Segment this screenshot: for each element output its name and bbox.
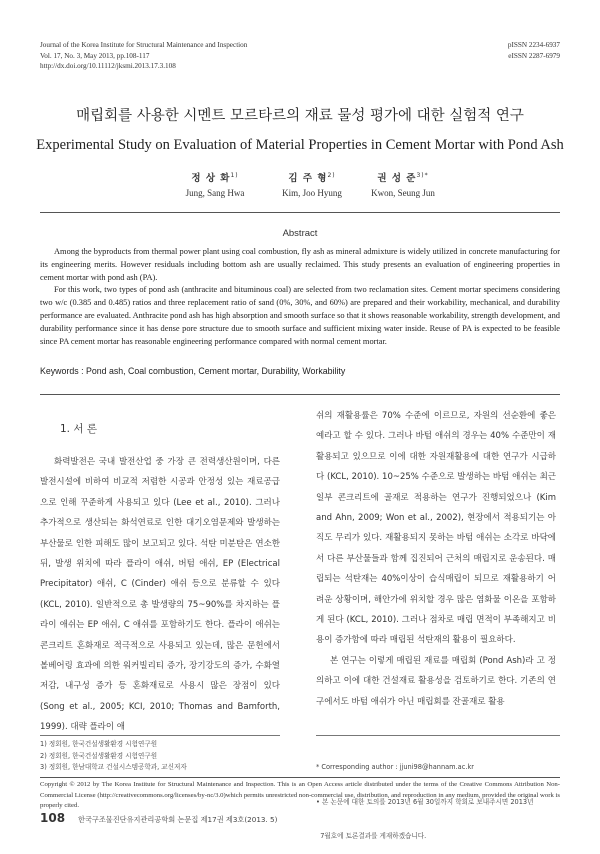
copyright-notice: Copyright © 2012 by The Korea Institute for Structural Maintenance and Inspection. This is an Open Access article distributed under the terms of the Creative Commons Attribution Non-Commercial License (http://creativecommons.org/licenses/by-nc/3.0)which permits unrestricted non-commercial use, distribution, and reproduction in any medium, provided the original work is properly cited. <box>40 781 560 809</box>
author-2-korean: 김 주 형 <box>288 173 328 184</box>
doi-link[interactable]: http://dx.doi.org/10.11112/jksmi.2013.17.3.108 <box>40 62 176 70</box>
keywords: Keywords : Pond ash, Coal combustion, Cement mortar, Durability, Workability <box>40 366 346 376</box>
footnote-rule-right <box>316 735 560 736</box>
abstract-body <box>40 246 560 348</box>
author-3-english: Kwon, Seung Jun <box>371 188 435 198</box>
footnote-rule-left <box>40 735 280 736</box>
journal-header-right <box>508 40 560 61</box>
body-left-column <box>40 452 280 738</box>
author-1-affil: 1) <box>230 171 239 179</box>
discussion-note-2: 7월호에 토론결과를 게재하겠습니다. <box>316 832 427 840</box>
footnote-1: 1) 정회원, 한국건설생활환경 시험연구원 <box>40 740 158 748</box>
author-3 <box>343 170 463 198</box>
abstract-bottom-rule <box>40 394 560 395</box>
author-2-english: Kim, Joo Hyung <box>282 188 342 198</box>
author-3-affil: 3)* <box>416 171 429 179</box>
journal-name: Journal of the Korea Institute for Structural Maintenance and Inspection <box>40 41 248 49</box>
corresponding-author: * Corresponding author : jjuni98@hannam.ac.kr <box>316 763 474 771</box>
author-1-english: Jung, Sang Hwa <box>185 188 245 198</box>
title-english: Experimental Study on Evaluation of Material Properties in Cement Mortar with Pond Ash <box>36 137 564 153</box>
abstract-heading: Abstract <box>282 228 318 239</box>
left-paragraph-1: 화력발전은 국내 발전산업 중 가장 큰 전력생산원이며, 다른 발전시설에 비하여 비교적 저렴한 시공과 안정성 있는 재료공급으로 인해 꾸준하게 사용되고 있다 (Lee et al., 2010). 그러나 추가적으로 생산되는 화석연료로 인한 대기오염문제와 발생하는 부산물로 인한 피해도 많이 보고되고 있다. 석탄 미분탄은 연소한 뒤, 발생 위치에 따라 플라이 애쉬, 버텀 애쉬, EP (Electrical Precipitator) 애쉬, C (Cinder) 애쉬 등으로 분류할 수 있다 (KCL, 2010). 일반적으로 총 발생량의 75~90%를 차지하는 플라이 애쉬는 EP 애쉬, C 애쉬를 포함하기도 한다. 플라이 애쉬는 콘크리트 혼화재로 적극적으로 사용되고 있는데, 많은 문헌에서 볼베어링 효과에 의한 워커빌리티 증가, 장기강도의 증가, 수화열 저감, 내구성 증가 등 혼화재료로 사용시 많은 장점이 있다 (Song et al., 2005; KCI, 2010; Thomas and Bamforth, 1999). 대략 플라이 애 <box>40 457 280 733</box>
abstract-top-rule <box>40 212 560 213</box>
footnote-3: 3) 정회원, 한남대학교 건설시스템공학과, 교신저자 <box>40 763 187 771</box>
author-3-korean: 권 성 준 <box>377 173 417 184</box>
footnotes-left <box>40 739 187 774</box>
copyright-rule <box>40 777 560 778</box>
footnote-2: 2) 정회원, 한국건설생활환경 시험연구원 <box>40 751 158 760</box>
journal-volume: Vol. 17, No. 3, May 2013, pp.108-117 <box>40 51 150 60</box>
journal-footer: 한국구조물진단유지관리공학회 논문집 제17권 제3호(2013. 5) <box>78 815 278 824</box>
journal-header-left <box>40 40 247 72</box>
author-2-affil: 2) <box>327 171 336 179</box>
body-right-column <box>316 406 556 712</box>
author-1-korean: 정 상 화 <box>191 173 231 184</box>
title-korean: 매립회를 사용한 시멘트 모르타르의 재료 물성 평가에 대한 실험적 연구 <box>76 108 524 124</box>
right-paragraph-1: 쉬의 재활용률은 70% 수준에 이르므로, 자원의 선순환에 좋은 예라고 할 수 있다. 그러나 바텀 애쉬의 경우는 40% 수준만이 재활용되고 있으므로 이에 대한 자원재활용에 대한 연구가 시급하다 (KCL, 2010). 10~25% 수준으로 발생하는 바텀 애쉬는 최근 일부 콘크리트에 골재로 적용하는 연구가 진행되었으나 (Kim and Ahn, 2009; Won et al., 2002), 현장에서 적용되기는 아직도 무리가 있다. 재활용되지 못하는 바텀 애쉬는 소각로 바닥에서 다른 부산물들과 함께 집진되어 근처의 매립지로 운송된다. 매립되는 석탄재는 40%이상이 습식매립이 되므로 재활용하기 어려운 상황이며, 해안가에 위치할 경우 많은 염화물 이온을 포함하게 된다 (KCL, 2010). 그러나 점차로 매립 면적이 부족해지고 비용이 증가함에 따라 매립된 석탄재의 활용이 필요하다. <box>316 411 556 646</box>
right-paragraph-2: 본 연구는 이렇게 매립된 재료를 매립회 (Pond Ash)라 고 정의하고 이에 대한 건설재료 활용성을 검토하기로 한다. 기존의 연구에서도 바텀 애쉬가 아닌 매립회를 잔골재로 활용 <box>316 655 556 707</box>
section-1-title: 1. 서 론 <box>60 423 97 435</box>
abstract-paragraph-2: For this work, two types of pond ash (anthracite and bituminous coal) are selected from two reclamation sites. Cement mortar specimens considering two w/c (0.385 and 0.485) ratios and three replacement ratio of sand (0%, 30%, and 60%) are prepared and their workability, mechanical, and durability performance are evaluated. Anthracite pond ash has high absorption and smooth surface so that it shows reasonable workability, strength development, and durability performance since it has dense pore structure due to smooth surface and sufficient mixing water inside. Reuse of PA is expected to be feasible since PA cement mortar has reasonable engineering performance compared with normal cement mortar. <box>40 285 560 346</box>
eissn: eISSN 2287-6979 <box>508 51 560 60</box>
pissn: pISSN 2234-6937 <box>507 41 560 49</box>
page-number: 108 <box>40 811 66 825</box>
abstract-paragraph-1: Among the byproducts from thermal power plant using coal combustion, fly ash as mineral admixture is widely utilized in concrete manufacturing for its engineering merits. However residuals including bottom ash are usually reclaimed. This study presents an evaluation of engineering properties in cement mortar with pond ash (PA). <box>40 247 560 282</box>
discussion-note-1: • 본 논문에 대한 토의를 2013년 6월 30일까지 학회로 보내주시면 2013년 <box>316 797 534 806</box>
